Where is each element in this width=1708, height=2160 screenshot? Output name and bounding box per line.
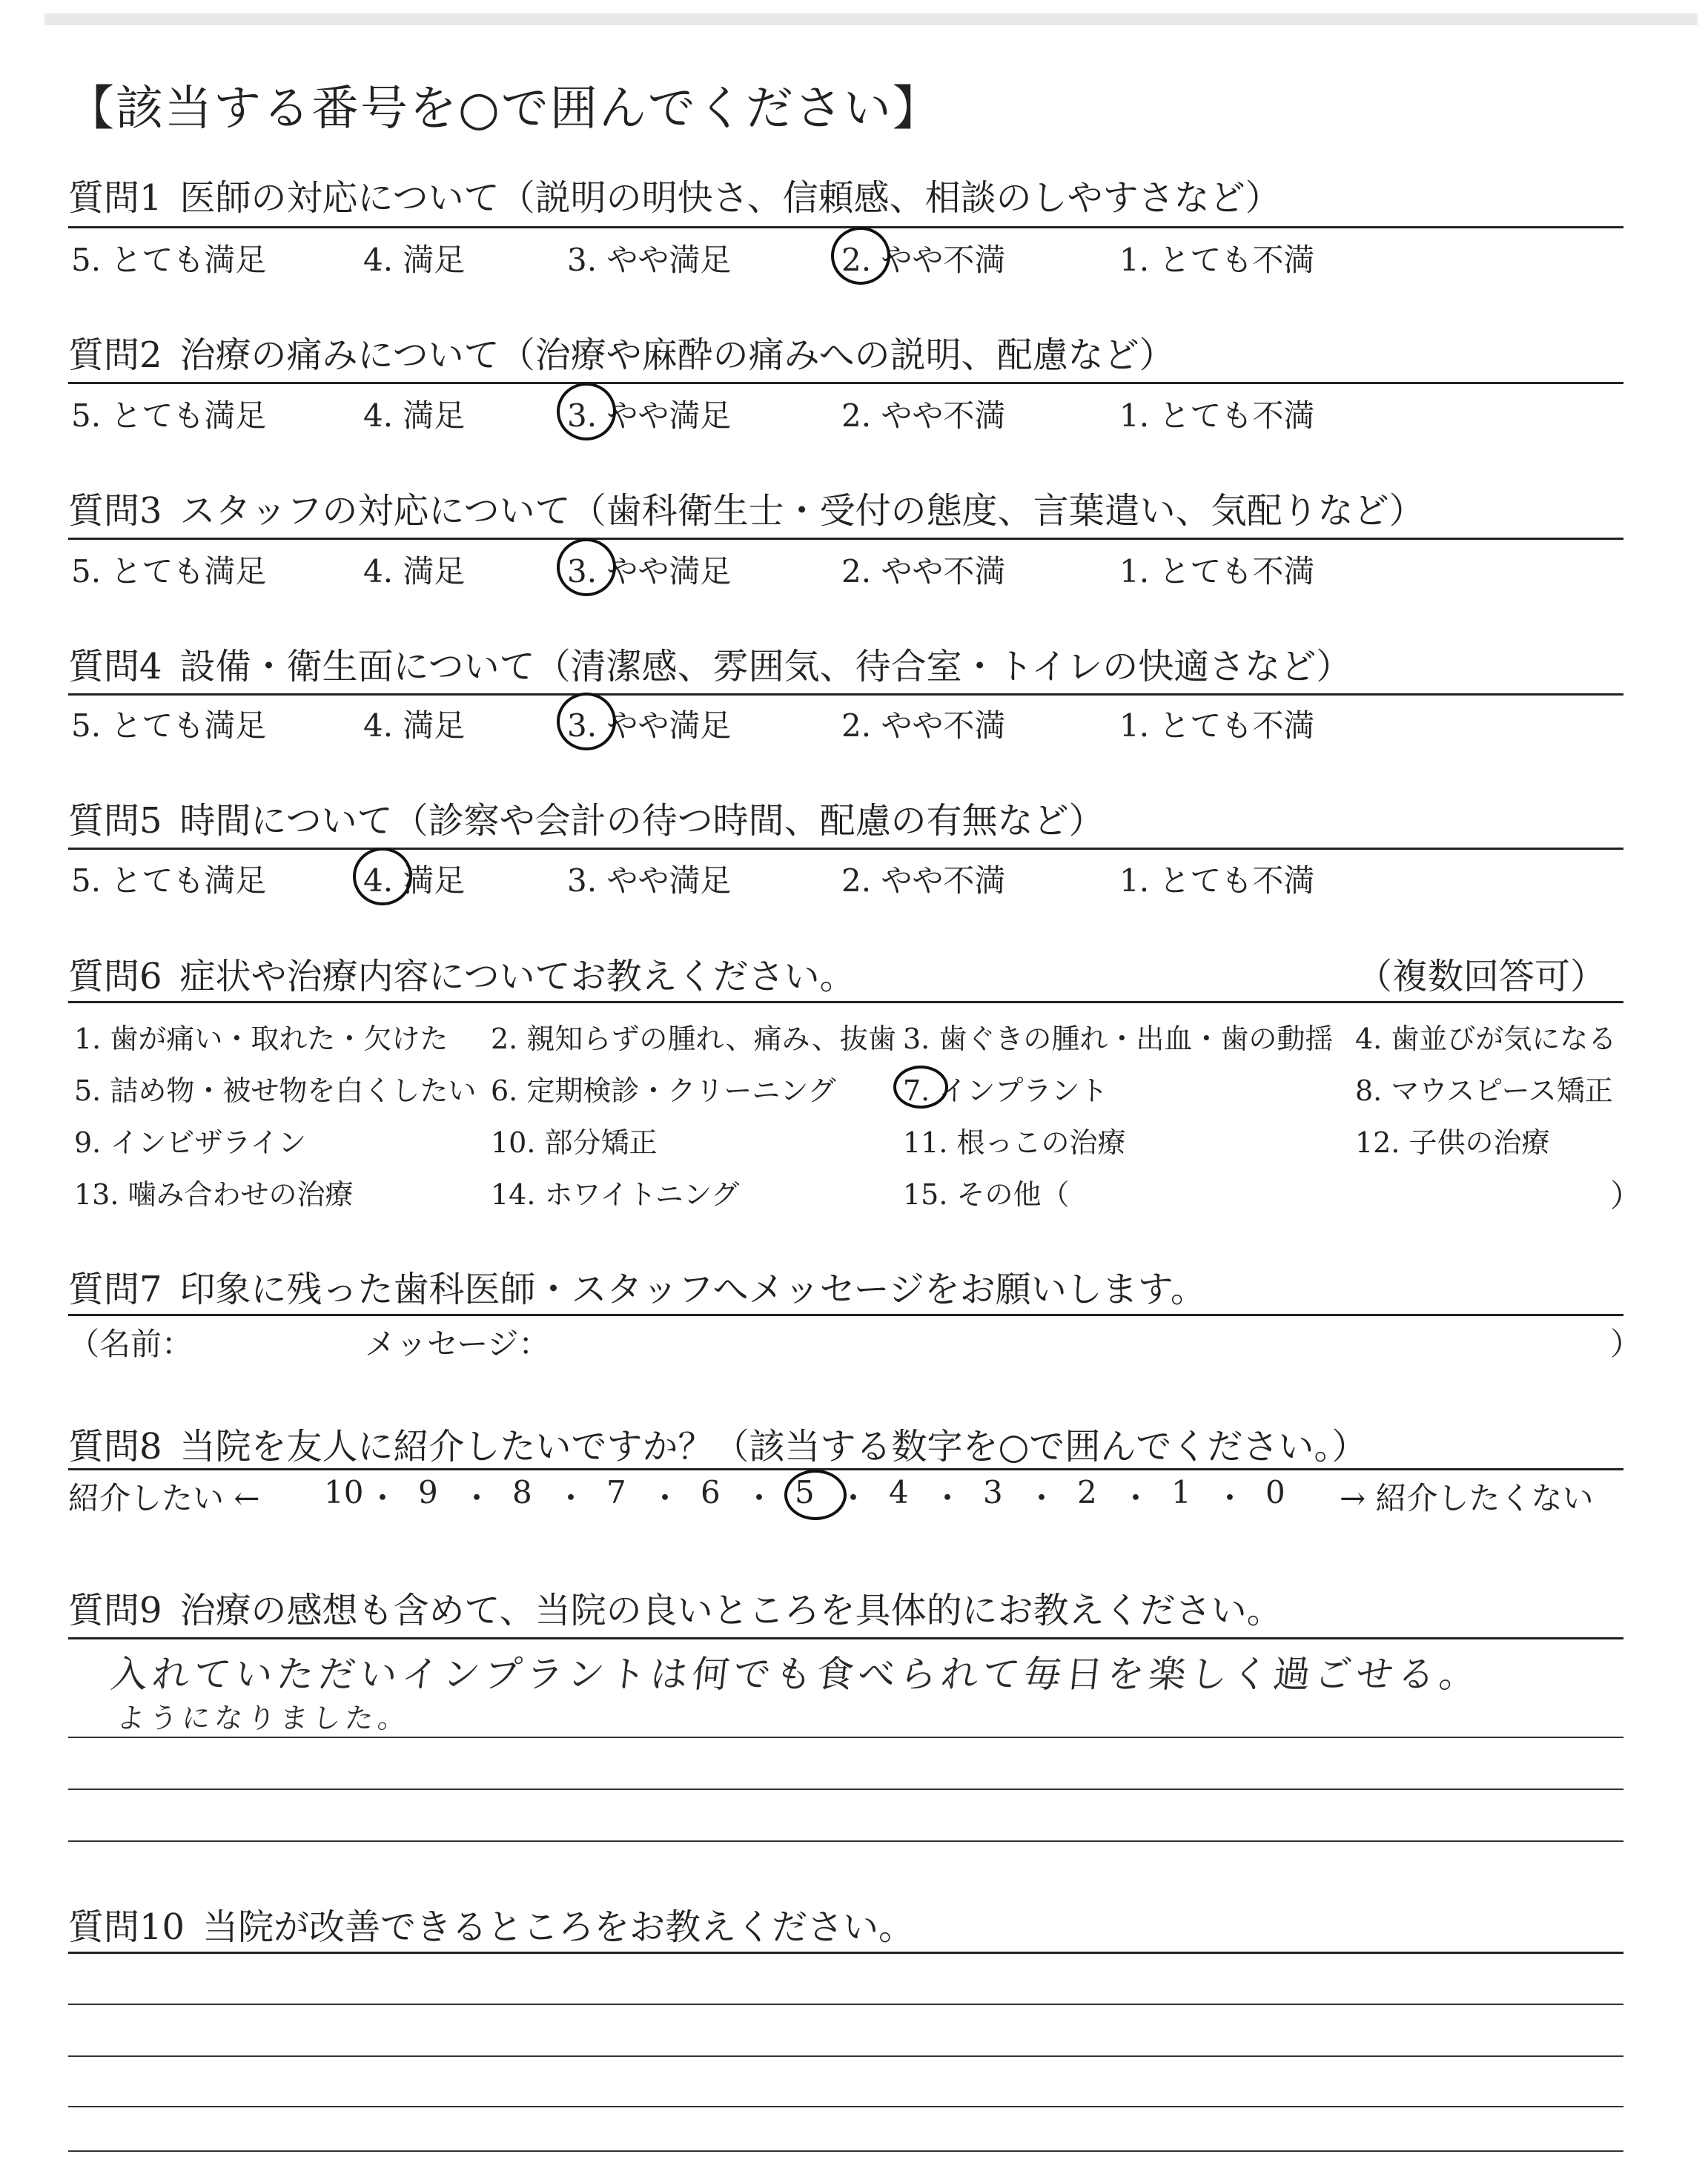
scale-dot: ・ <box>1214 1480 1246 1516</box>
q2-option-3[interactable]: 3. やや満足 <box>567 397 732 434</box>
q6-option-7[interactable]: 7. インプラント <box>903 1074 1108 1107</box>
q3-option-1[interactable]: 1. とても不満 <box>1119 553 1315 589</box>
q4-option-1[interactable]: 1. とても不満 <box>1119 707 1315 744</box>
rule-q10 <box>68 1952 1623 1954</box>
rule-q6 <box>68 1001 1623 1003</box>
q5-option-1[interactable]: 1. とても不満 <box>1119 862 1315 899</box>
q4-option-3[interactable]: 3. やや満足 <box>567 707 732 744</box>
q8-selected-circle <box>784 1470 847 1520</box>
q3-selected-circle <box>557 538 616 596</box>
q5-selected-circle <box>353 848 412 905</box>
q6-option-8[interactable]: 8. マウスピース矯正 <box>1355 1074 1613 1107</box>
q2-option-2[interactable]: 2. やや不満 <box>841 397 1006 434</box>
recommend-score-3[interactable]: 3 <box>983 1474 1003 1510</box>
q7-name-label: （名前： <box>68 1326 193 1362</box>
q1-option-5[interactable]: 5. とても満足 <box>71 242 267 278</box>
question-6: 質問6 症状や治療内容についてお教えください。 <box>68 956 855 997</box>
question-5: 質問5 時間について（診察や会計の待つ時間、配慮の有無など） <box>68 800 1105 842</box>
q6-option-2[interactable]: 2. 親知らずの腫れ、痛み、抜歯 <box>491 1023 896 1055</box>
page-title: 【該当する番号を○で囲んでください】 <box>67 82 941 136</box>
scale-dot: ・ <box>1026 1480 1058 1516</box>
q6-option-4[interactable]: 4. 歯並びが気になる <box>1355 1023 1617 1055</box>
q10-answer-line <box>68 2055 1623 2057</box>
q9-handwritten-line1: 入れていただいインプラントは何でも食べられて毎日を楽しく過ごせる。 <box>108 1653 1483 1696</box>
q6-option-10[interactable]: 10. 部分矯正 <box>491 1126 658 1159</box>
question-9: 質問9 治療の感想も含めて、当院の良いところを具体的にお教えください。 <box>68 1590 1282 1631</box>
recommend-score-6[interactable]: 6 <box>701 1474 721 1510</box>
recommend-score-0[interactable]: 0 <box>1265 1474 1285 1510</box>
q1-option-1[interactable]: 1. とても不満 <box>1119 242 1315 278</box>
q6-option-14[interactable]: 14. ホワイトニング <box>491 1178 740 1211</box>
q9-answer-line <box>68 1840 1623 1842</box>
scale-dot: ・ <box>1120 1480 1152 1516</box>
q6-option-5[interactable]: 5. 詰め物・被せ物を白くしたい <box>74 1074 477 1107</box>
q7-message-label: メッセージ： <box>365 1326 550 1362</box>
question-10: 質問10 当院が改善できるところをお教えください。 <box>68 1906 915 1948</box>
scale-dot: ・ <box>461 1480 493 1516</box>
q1-option-2[interactable]: 2. やや不満 <box>841 242 1006 278</box>
question-2: 質問2 治療の痛みについて（治療や麻酔の痛みへの説明、配慮など） <box>68 334 1175 376</box>
rule-q8 <box>68 1468 1623 1470</box>
q9-handwritten-line2: ようになりました。 <box>115 1702 412 1734</box>
scale-dot: ・ <box>649 1480 681 1516</box>
q5-option-5[interactable]: 5. とても満足 <box>71 862 267 899</box>
q1-option-3[interactable]: 3. やや満足 <box>567 242 732 278</box>
q7-close-paren: ） <box>1610 1326 1642 1362</box>
recommend-score-4[interactable]: 4 <box>889 1474 909 1510</box>
q9-answer-line <box>68 1737 1623 1738</box>
recommend-score-5[interactable]: 5 <box>795 1474 815 1510</box>
recommend-score-1[interactable]: 1 <box>1171 1474 1191 1510</box>
recommend-score-10[interactable]: 10 <box>324 1474 364 1510</box>
q3-option-2[interactable]: 2. やや不満 <box>841 553 1006 589</box>
rule-q9 <box>68 1637 1623 1639</box>
rule-q3 <box>68 538 1623 540</box>
scale-dot: ・ <box>367 1480 399 1516</box>
q10-answer-line <box>68 2150 1623 2152</box>
q6-option-13[interactable]: 13. 噛み合わせの治療 <box>74 1178 354 1211</box>
q5-option-2[interactable]: 2. やや不満 <box>841 862 1006 899</box>
recommend-score-9[interactable]: 9 <box>418 1474 438 1510</box>
rule-q7 <box>68 1314 1623 1316</box>
q3-option-3[interactable]: 3. やや満足 <box>567 553 732 589</box>
q4-selected-circle <box>557 693 616 750</box>
question-7: 質問7 印象に残った歯科医師・スタッフへメッセージをお願いします。 <box>68 1269 1206 1310</box>
q2-option-5[interactable]: 5. とても満足 <box>71 397 267 434</box>
scale-dot: ・ <box>555 1480 587 1516</box>
q1-option-4[interactable]: 4. 満足 <box>363 242 466 278</box>
q6-option-15[interactable]: 15. その他（ <box>903 1178 1070 1211</box>
question-3: 質問3 スタッフの対応について（歯科衛生士・受付の態度、言葉遣い、気配りなど） <box>68 490 1425 532</box>
q3-option-5[interactable]: 5. とても満足 <box>71 553 267 589</box>
recommend-score-7[interactable]: 7 <box>606 1474 626 1510</box>
q6-selected-circle <box>893 1066 948 1109</box>
q1-selected-circle <box>831 227 890 285</box>
q4-option-2[interactable]: 2. やや不満 <box>841 707 1006 744</box>
scale-dot: ・ <box>932 1480 964 1516</box>
q9-answer-line <box>68 1789 1623 1790</box>
rule-q4 <box>68 693 1623 696</box>
scale-dot: ・ <box>838 1480 870 1516</box>
q6-option-3[interactable]: 3. 歯ぐきの腫れ・出血・歯の動揺 <box>903 1023 1334 1055</box>
q2-option-1[interactable]: 1. とても不満 <box>1119 397 1315 434</box>
q6-other-close-paren: ） <box>1610 1178 1642 1214</box>
question-8: 質問8 当院を友人に紹介したいですか？（該当する数字を○で囲んでください。） <box>68 1426 1368 1467</box>
rule-q2 <box>68 382 1623 384</box>
q6-option-1[interactable]: 1. 歯が痛い・取れた・欠けた <box>74 1023 448 1055</box>
recommend-left-label: 紹介したい ← <box>68 1480 260 1516</box>
q5-option-4[interactable]: 4. 満足 <box>363 862 466 899</box>
q4-option-5[interactable]: 5. とても満足 <box>71 707 267 744</box>
recommend-score-8[interactable]: 8 <box>512 1474 532 1510</box>
recommend-score-2[interactable]: 2 <box>1077 1474 1097 1510</box>
q5-option-3[interactable]: 3. やや満足 <box>567 862 732 899</box>
question-1: 質問1 医師の対応について（説明の明快さ、信頼感、相談のしやすさなど） <box>68 177 1281 219</box>
rule-q5 <box>68 848 1623 850</box>
question-4: 質問4 設備・衛生面について（清潔感、雰囲気、待合室・トイレの快適さなど） <box>68 646 1352 687</box>
scale-dot: ・ <box>744 1480 775 1516</box>
q2-selected-circle <box>557 383 616 440</box>
multiple-answer-note: （複数回答可） <box>1357 956 1606 997</box>
q6-option-9[interactable]: 9. インビザライン <box>74 1126 307 1159</box>
rule-q1 <box>68 226 1623 228</box>
q4-option-4[interactable]: 4. 満足 <box>363 707 466 744</box>
q6-option-12[interactable]: 12. 子供の治療 <box>1355 1126 1550 1159</box>
q3-option-4[interactable]: 4. 満足 <box>363 553 466 589</box>
q10-answer-line <box>68 2004 1623 2005</box>
recommend-right-label: → 紹介したくない <box>1340 1480 1594 1516</box>
q2-option-4[interactable]: 4. 満足 <box>363 397 466 434</box>
scan-edge <box>44 13 1698 25</box>
q10-answer-line <box>68 2106 1623 2107</box>
q6-option-6[interactable]: 6. 定期検診・クリーニング <box>491 1074 836 1107</box>
q6-option-11[interactable]: 11. 根っこの治療 <box>903 1126 1126 1159</box>
